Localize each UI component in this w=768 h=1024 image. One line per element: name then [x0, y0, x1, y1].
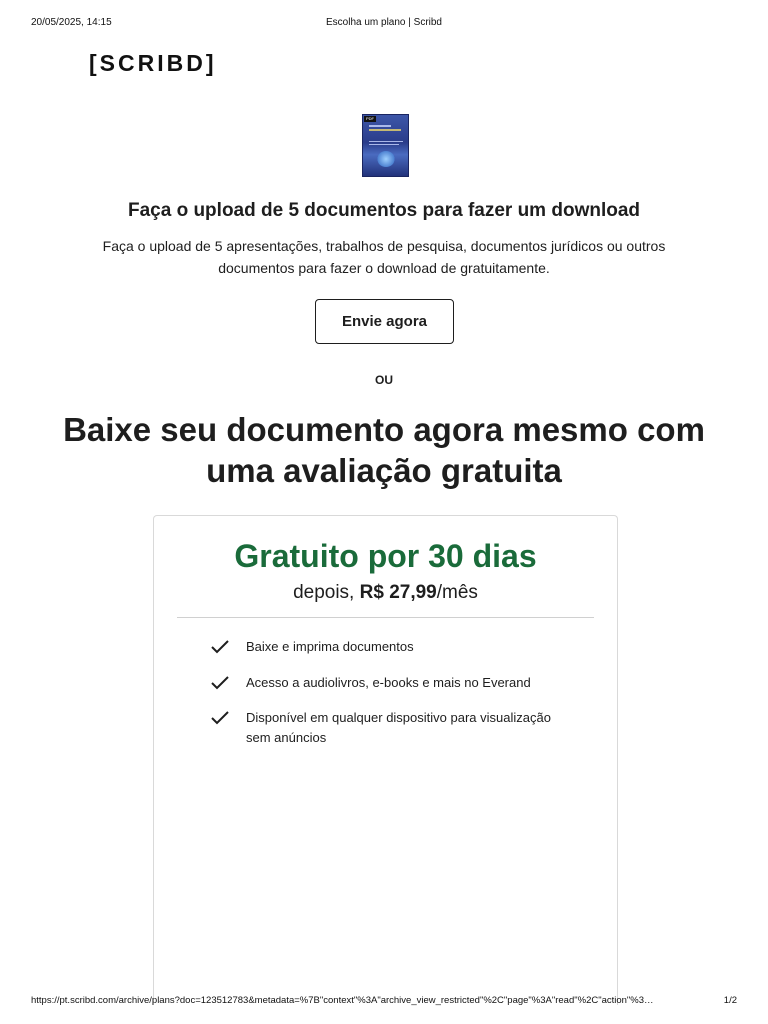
document-thumbnail — [362, 114, 409, 177]
plan-divider — [177, 617, 594, 618]
feature-item — [210, 637, 570, 657]
print-header — [0, 17, 768, 31]
send-now-button[interactable]: Envie agora — [315, 299, 454, 344]
feature-item — [210, 708, 570, 748]
check-icon — [210, 639, 230, 655]
thumbnail-graphic — [377, 151, 395, 167]
upload-description: Faça o upload de 5 apresentações, trabalhos de pesquisa, documentos jurídicos ou outros documentos para fazer o download de gratuitamente. — [102, 238, 666, 276]
feature-item — [210, 673, 570, 693]
price-suffix: /mês — [436, 582, 478, 603]
feature-text: Acesso a audiolivros, e-books e mais no Everand — [246, 675, 531, 690]
price-value: R$ 27,99 — [359, 582, 437, 603]
feature-text: Baixe e imprima documentos — [246, 639, 414, 654]
pdf-badge: PDF — [366, 116, 374, 121]
print-url: https://pt.scribd.com/archive/plans?doc=123512783&metadata=%7B"context"%3A"archive_view_restricted"%2C"page"%3A"read"%2C"action"%3… — [31, 995, 654, 1006]
feature-text: Disponível em qualquer dispositivo para visualização sem anúncios — [246, 710, 551, 745]
print-page-title: Escolha um plano | Scribd — [326, 17, 442, 28]
upload-title: Faça o upload de 5 documentos para fazer um download — [127, 200, 641, 221]
check-icon — [210, 710, 230, 726]
price-prefix: depois, — [293, 582, 355, 603]
plan-title: Gratuito por 30 dias — [234, 538, 537, 574]
check-icon — [210, 675, 230, 691]
scribd-logo[interactable]: [SCRIBD] — [89, 50, 217, 76]
plan-price — [154, 582, 617, 604]
print-footer — [0, 995, 768, 1009]
print-datetime: 20/05/2025, 14:15 — [31, 17, 112, 28]
plan-card[interactable] — [153, 515, 618, 1005]
or-separator: OU — [375, 373, 393, 387]
print-page-number: 1/2 — [723, 995, 737, 1006]
trial-heading: Baixe seu documento agora mesmo com uma avaliação gratuita — [63, 411, 705, 489]
